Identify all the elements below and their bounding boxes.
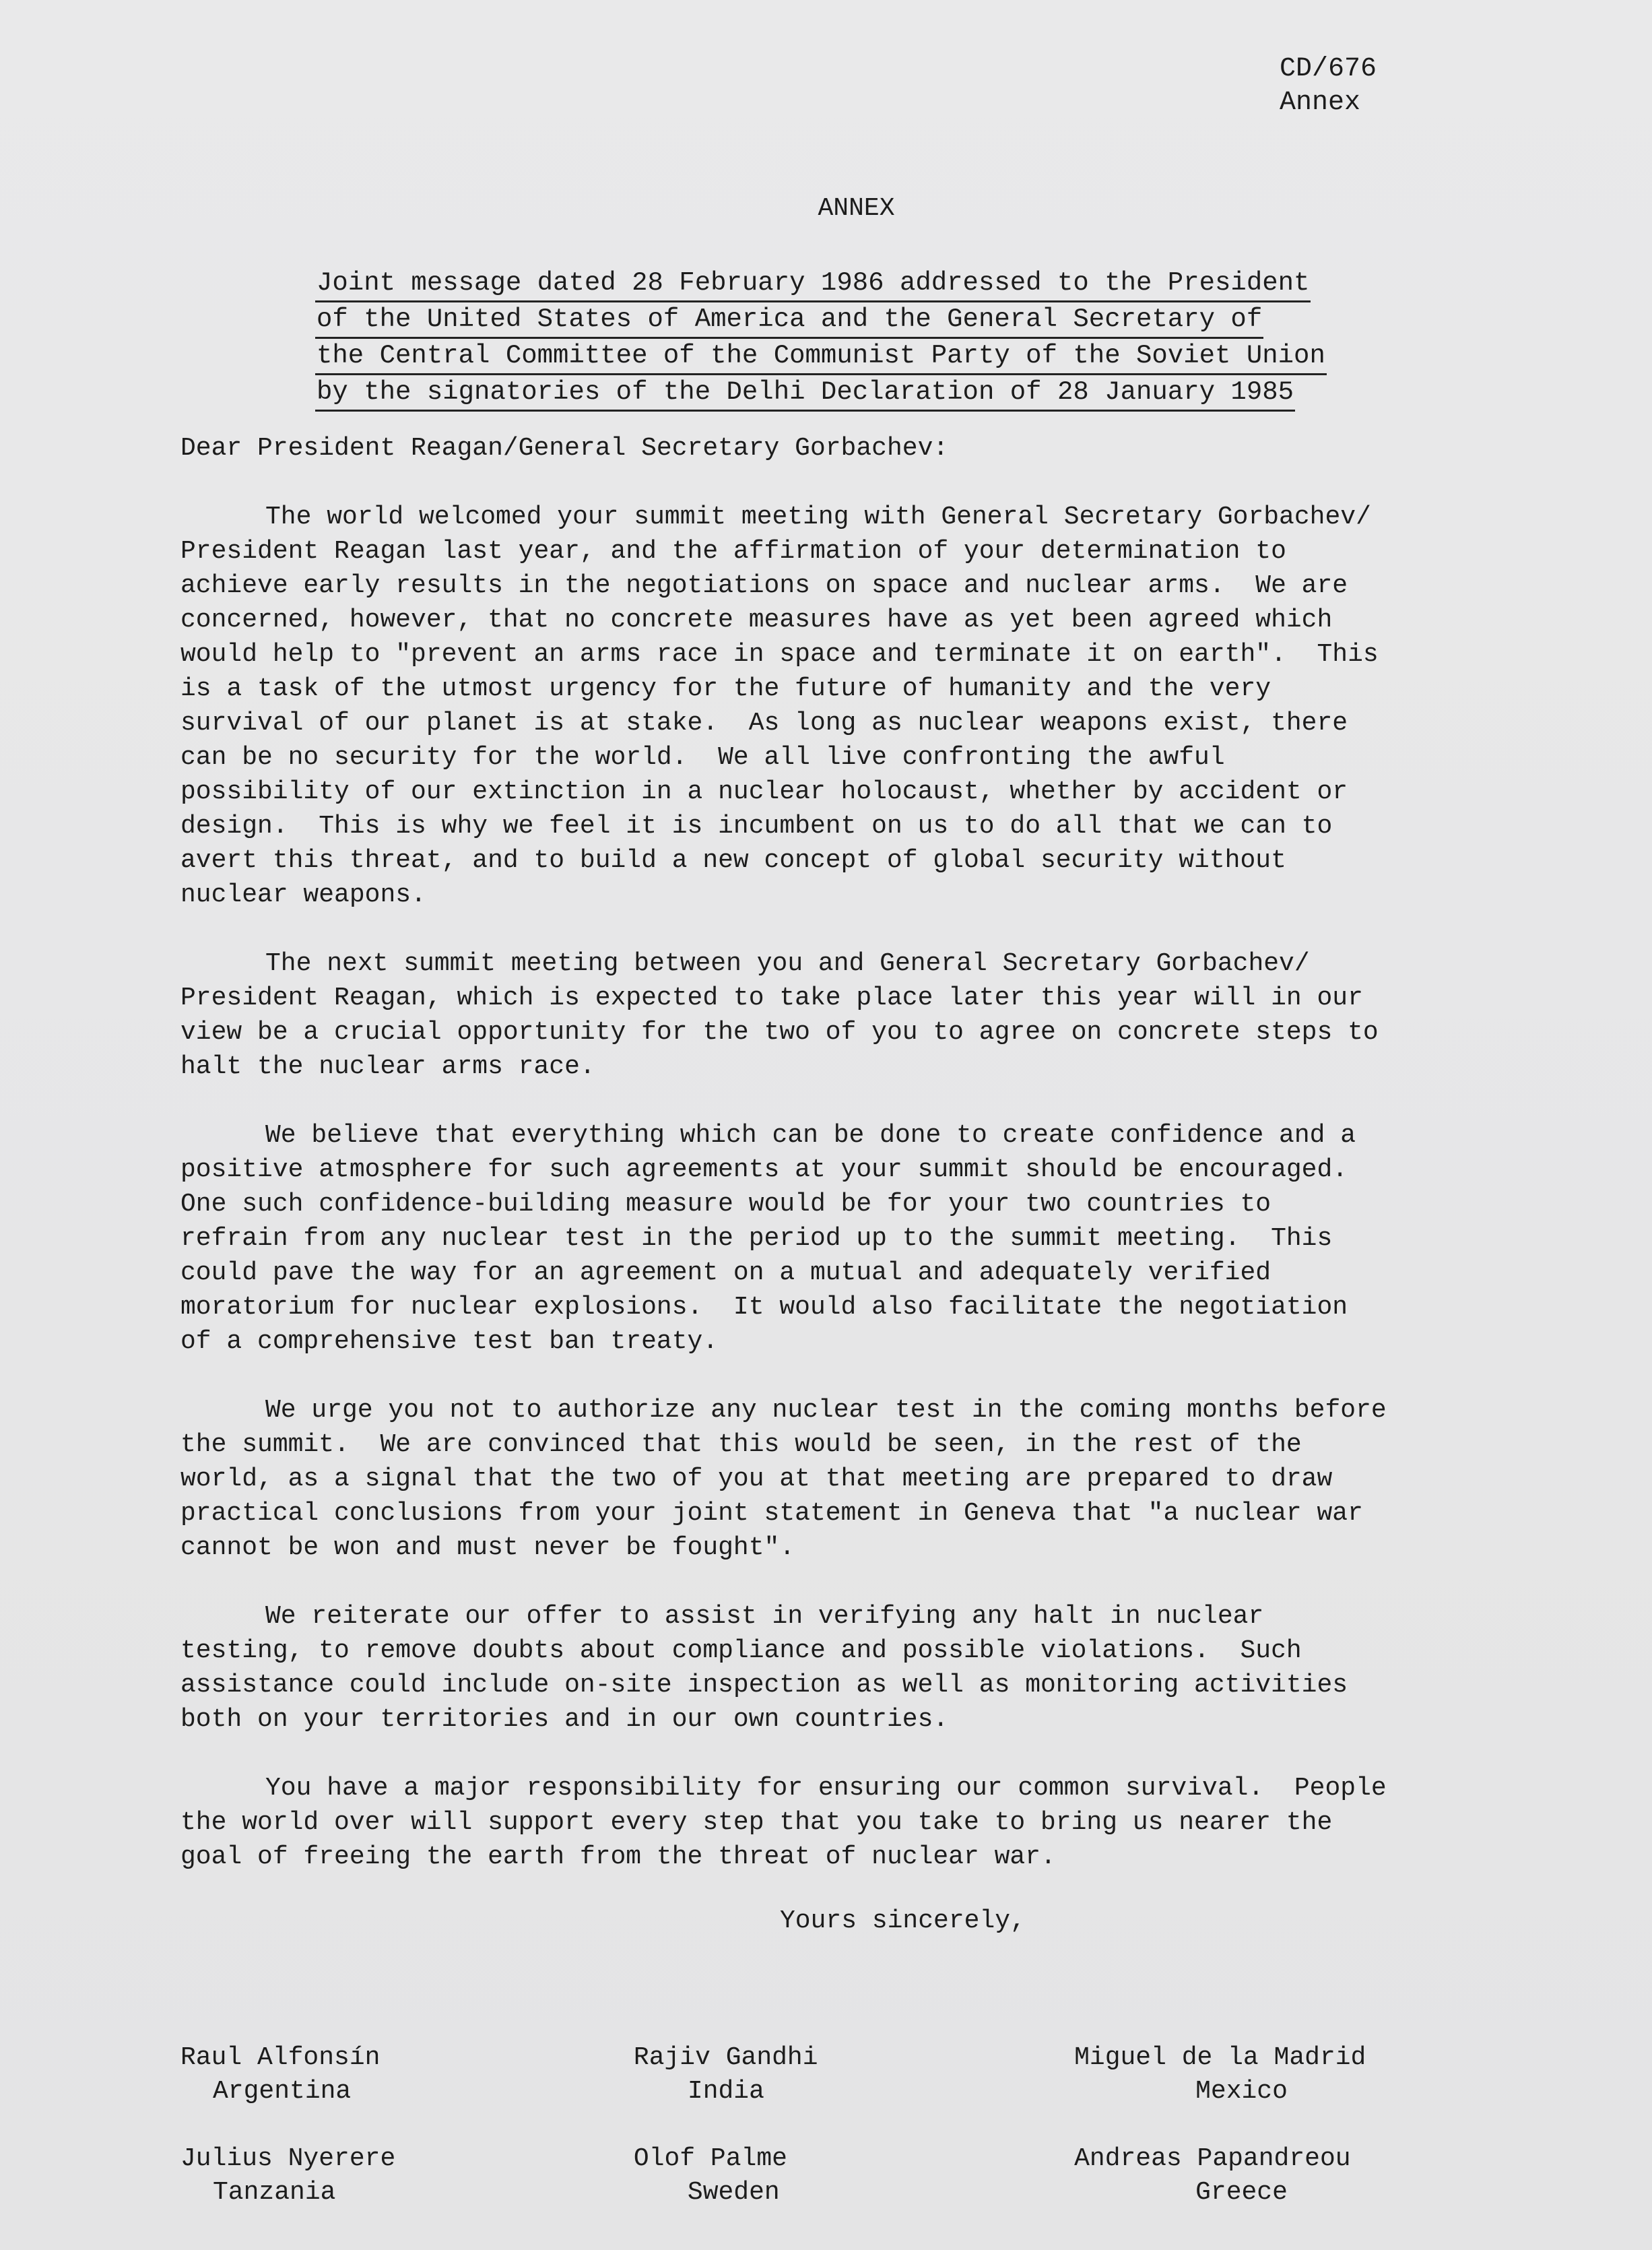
subject-heading xyxy=(315,266,1420,412)
subject-line: Joint message dated 28 February 1986 addressed to the President xyxy=(315,266,1311,302)
paragraph: The next summit meeting between you and General Secretary Gorbachev/ President Reagan, which is expected to take place later this year will in our view be a crucial opportunity for the two of you to agree on concrete steps to halt the nuclear arms race. xyxy=(180,949,1379,1081)
signatory xyxy=(180,2142,634,2210)
signatory-country: Tanzania xyxy=(213,2178,336,2207)
subject-line: of the United States of America and the General Secretary of xyxy=(315,302,1263,339)
signatory-name: Miguel de la Madrid xyxy=(1074,2043,1366,2072)
paragraph: We reiterate our offer to assist in verifying any halt in nuclear testing, to remove doubts about compliance and possible violations. Such assistance could include on-site inspection as well as monitoring activities both on your territories and in our own countries. xyxy=(180,1602,1348,1734)
signatory-row xyxy=(180,2041,1527,2109)
paragraph: We believe that everything which can be done to create confidence and a positive atmosphere for such agreements at your summit should be encouraged. One such confidence-building measure would be for your two countries to refrain from any nuclear test in the period up to the summit meeting. This could pave the way for an agreement on a mutual and adequately verified moratorium for nuclear explosions. It would also facilitate the negotiation of a comprehensive test ban treaty. xyxy=(180,1121,1356,1356)
signatory-row xyxy=(180,2142,1527,2210)
document-reference xyxy=(1280,53,1377,120)
signatory xyxy=(634,2142,1074,2210)
subject-line: the Central Committee of the Communist Party of the Soviet Union xyxy=(315,339,1327,375)
closing: Yours sincerely, xyxy=(780,1906,1026,1935)
signatory-country: Greece xyxy=(1195,2178,1288,2207)
salutation: Dear President Reagan/General Secretary Gorbachev: xyxy=(180,434,949,463)
annex-title: ANNEX xyxy=(818,194,895,223)
signatory xyxy=(634,2041,1074,2109)
signatory-country: India xyxy=(687,2077,764,2106)
signatories xyxy=(180,2041,1527,2243)
document-part: Annex xyxy=(1280,88,1361,118)
signatory xyxy=(1074,2041,1527,2109)
signatory-country: Mexico xyxy=(1195,2077,1288,2106)
paragraph: The world welcomed your summit meeting with General Secretary Gorbachev/ President Reagan last year, and the affirmation of your determination to achieve early results in the negotiations on space and nuclear arms. We are concerned, however, that no concrete measures have as yet been agreed which would help to "prevent an arms race in space and terminate it on earth". This is a task of the utmost urgency for the future of humanity and the very survival of our planet is at stake. As long as nuclear weapons exist, there can be no security for the world. We all live confronting the awful possibility of our extinction in a nuclear holocaust, whether by accident or design. This is why we feel it is incumbent on us to do all that we can to avert this threat, and to build a new concept of global security without nuclear weapons. xyxy=(180,503,1379,909)
signatory-name: Olof Palme xyxy=(633,2144,787,2173)
letter-body xyxy=(180,431,1521,1908)
paragraph: You have a major responsibility for ensuring our common survival. People the world over will support every step that you take to bring us nearer the goal of freeing the earth from the threat of nuclear war. xyxy=(180,1774,1387,1871)
subject-line: by the signatories of the Delhi Declaration of 28 January 1985 xyxy=(315,375,1295,412)
signatory-name: Rajiv Gandhi xyxy=(633,2043,818,2072)
paragraph: We urge you not to authorize any nuclear test in the coming months before the summit. We are convinced that this would be seen, in the rest of the world, as a signal that the two of you at that meeting are prepared to draw practical conclusions from your joint statement in Geneva that "a nuclear war cannot be won and must never be fought". xyxy=(180,1396,1387,1562)
signatory xyxy=(1074,2142,1527,2210)
signatory xyxy=(180,2041,634,2109)
signatory-name: Raul Alfonsín xyxy=(180,2043,381,2072)
signatory-name: Andreas Papandreou xyxy=(1074,2144,1351,2173)
signatory-country: Argentina xyxy=(213,2077,352,2106)
signatory-country: Sweden xyxy=(687,2178,780,2207)
signatory-name: Julius Nyerere xyxy=(180,2144,396,2173)
document-symbol: CD/676 xyxy=(1280,54,1377,84)
